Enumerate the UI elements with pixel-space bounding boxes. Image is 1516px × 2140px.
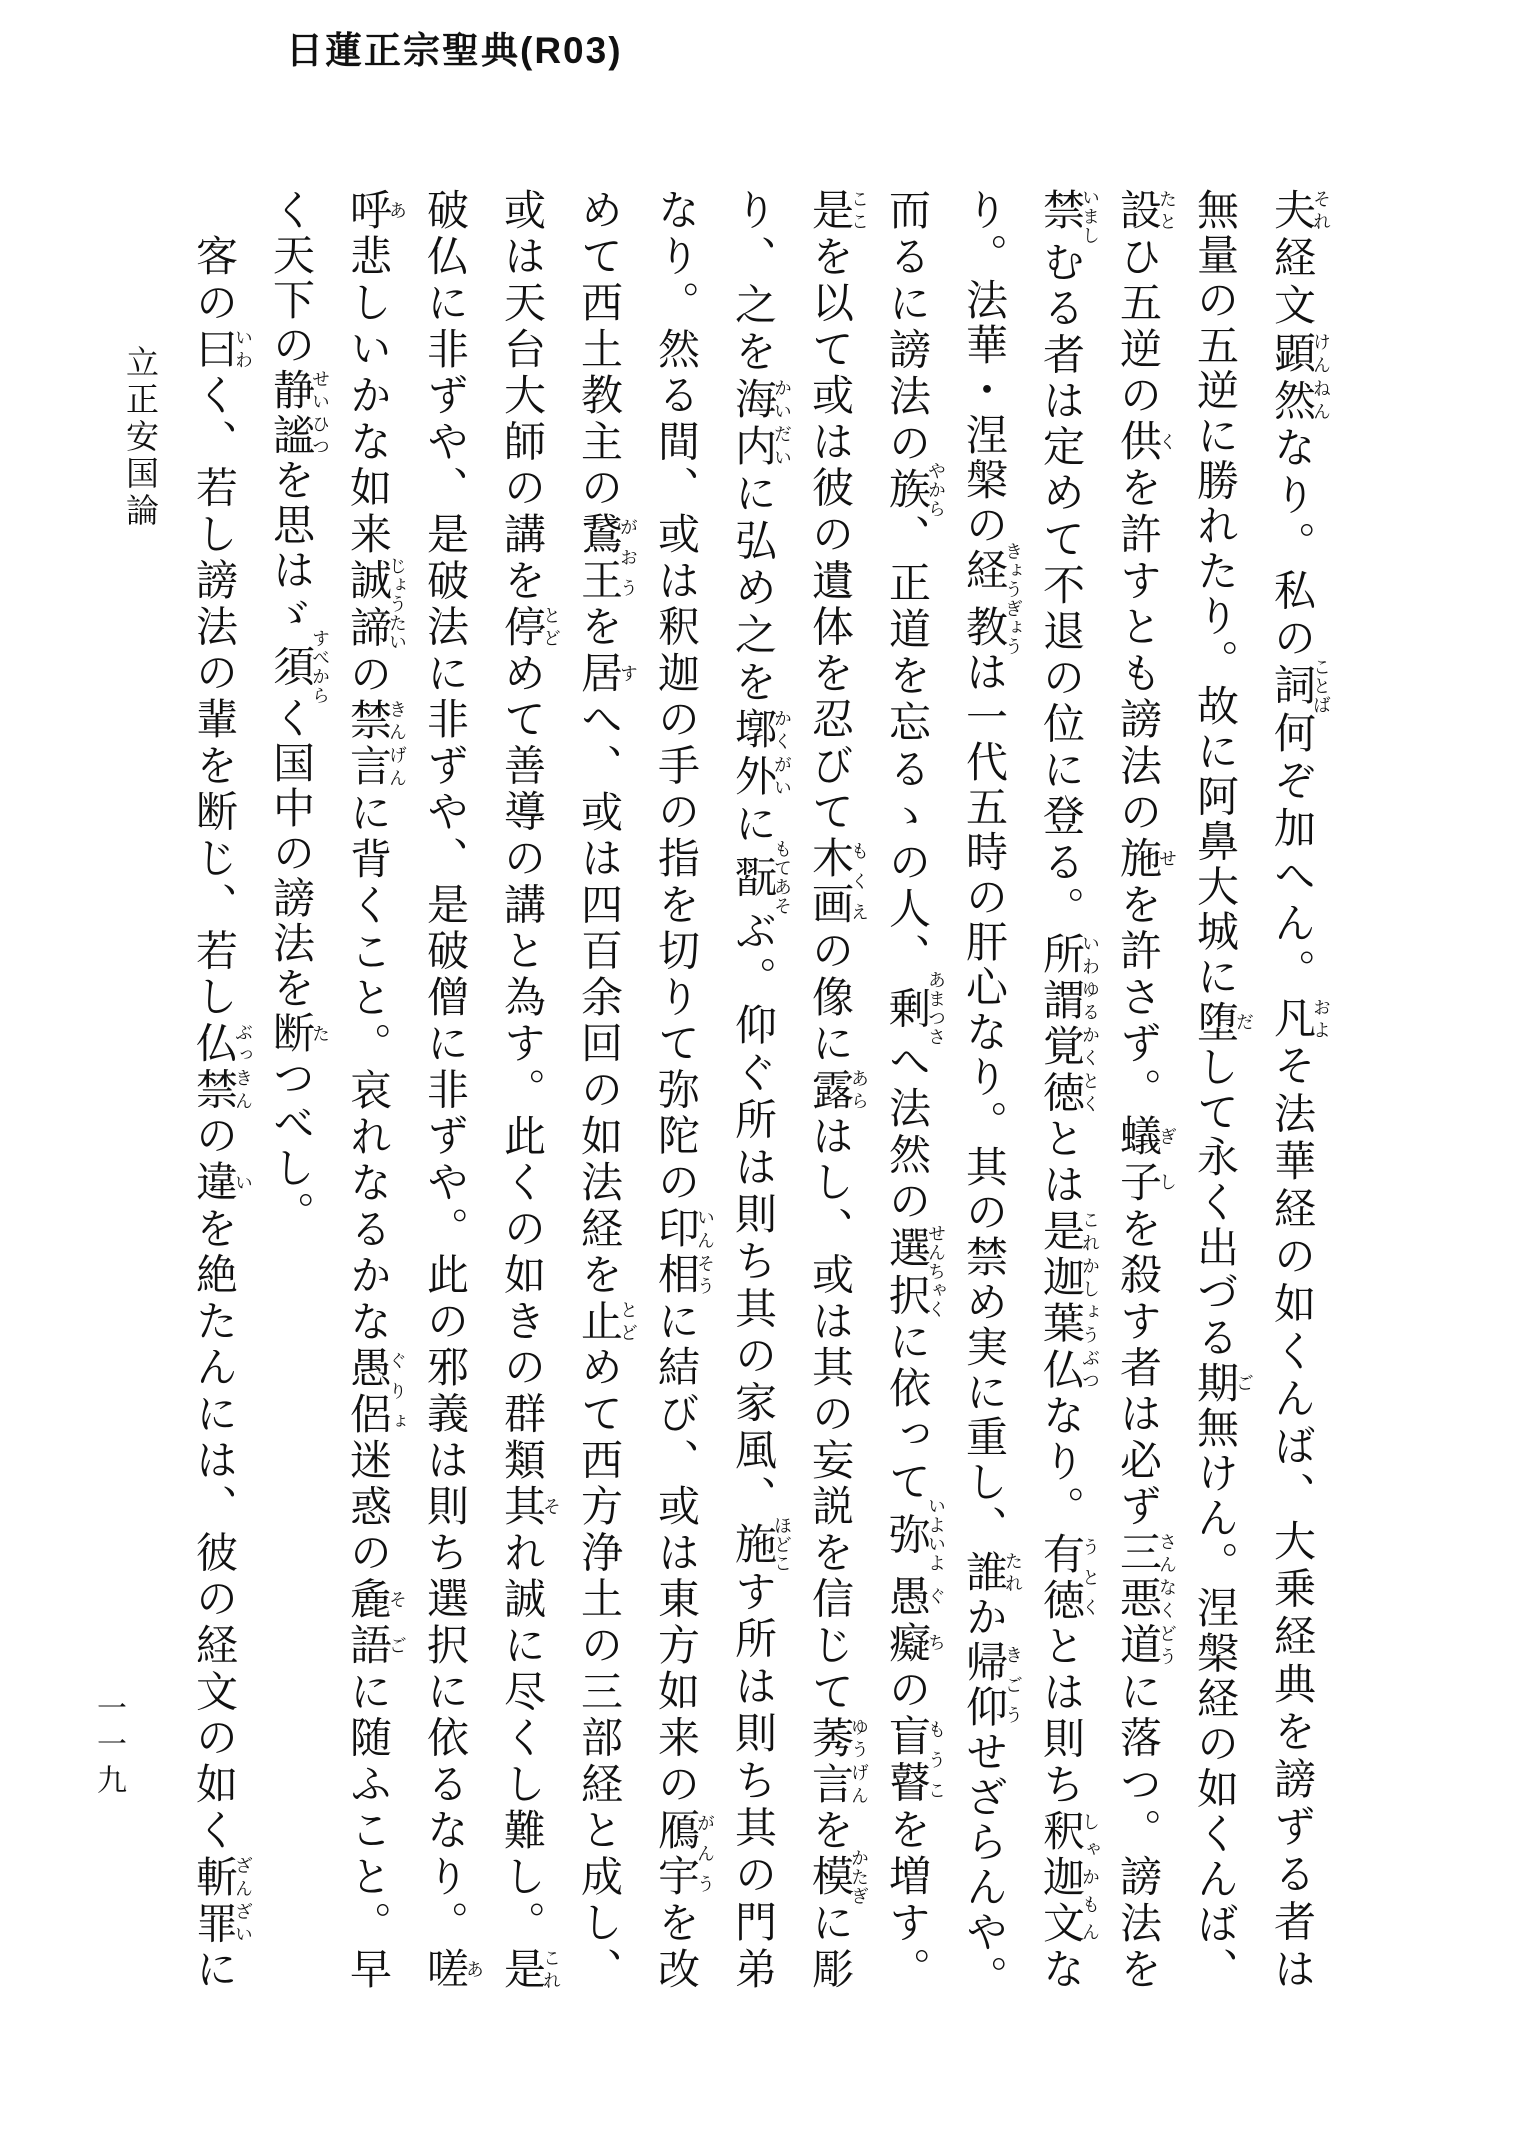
ruby-annotated-text: 止とど bbox=[575, 1298, 638, 1346]
ruby-annotated-text: 須すべから bbox=[267, 629, 330, 705]
ruby-annotated-text: 麁語そご bbox=[344, 1577, 407, 1670]
text-column: 無量の五逆に勝れたり。故に阿鼻大城に堕だして永く出づる期ご無けん。涅槃経の如くんば、 bbox=[1191, 188, 1254, 1993]
ruby-annotated-text: 鵞王がおう bbox=[575, 512, 638, 605]
ruby-annotated-text: 是迦葉仏これかしょうぶつ bbox=[1037, 1208, 1100, 1394]
text-column: 或は天台大師の講を停とどめて善導の講と為す。此くの如きの群類其それ誠に尽くし難し。是これ bbox=[498, 188, 561, 1993]
text-column: く天下の静謐せいひつを思はゞ須すべからく国中の謗法を断たつべし。 bbox=[267, 188, 330, 1236]
ruby-annotated-text: 釈迦文しゃかもん bbox=[1037, 1808, 1100, 1948]
text-column: り。法華・涅槃の経教きょうぎょうは一代五時の肝心なり。其の禁め実に重し、誰たれか帰仰きごうせざらんや。 bbox=[960, 188, 1023, 2000]
ruby-annotated-text: 嗟あ bbox=[421, 1947, 484, 1992]
ruby-annotated-text: 帰仰きごう bbox=[960, 1640, 1023, 1730]
ruby-annotated-text: 墎外かくがい bbox=[729, 707, 792, 802]
ruby-annotated-text: 愚癡ぐち bbox=[883, 1572, 946, 1668]
ruby-annotated-text: 停とど bbox=[498, 604, 561, 651]
ruby-annotated-text: 施ほどこ bbox=[729, 1516, 792, 1574]
ruby-annotated-text: 期ご bbox=[1191, 1360, 1254, 1406]
text-column: 設たとひ五逆の供くを許すとも謗法の施せを許さず。蟻子ぎしを殺す者は必ず三悪道さんなくどうに落つ。謗法を bbox=[1114, 188, 1177, 1993]
ruby-annotated-text: 三悪道さんなくどう bbox=[1114, 1530, 1177, 1670]
ruby-annotated-text: 施せ bbox=[1114, 836, 1177, 883]
ruby-annotated-text: 顕然けんねん bbox=[1268, 330, 1331, 426]
ruby-annotated-text: 斬罪ざんざい bbox=[190, 1854, 253, 1948]
ruby-annotated-text: 蟻子ぎし bbox=[1114, 1113, 1177, 1207]
text-column: 客の曰いわく、若し謗法の輩を断じ、若し仏禁ぶっきんの違いを絶たんには、彼の経文の如く斬罪ざんざいに bbox=[190, 234, 253, 1993]
ruby-annotated-text: 禁いまし bbox=[1037, 188, 1100, 245]
text-column: 而るに謗法の族やから、正道を忘るゝの人、剰あまつさへ法然の選択せんちゃくに依って弥いよいよ愚癡ぐちの盲瞽もうこを増す。 bbox=[883, 188, 946, 1993]
ruby-annotated-text: 族やから bbox=[883, 461, 946, 519]
ruby-annotated-text: 翫もてあそ bbox=[729, 839, 792, 916]
ruby-annotated-text: 断た bbox=[267, 1011, 330, 1056]
page-number: 一一九 bbox=[92, 1692, 125, 1800]
ruby-annotated-text: 是これ bbox=[498, 1947, 561, 1993]
text-column: 禁いましむる者は定めて不退の位に登る。所謂覚徳いわゆるかくとくとは是迦葉仏これかしょうぶつなり。有徳うとくとは則ち釈迦文しゃかもんな bbox=[1037, 188, 1100, 1993]
ruby-annotated-text: 詞ことば bbox=[1268, 657, 1331, 715]
ruby-annotated-text: 設たと bbox=[1114, 188, 1177, 235]
ruby-annotated-text: 海内かいだい bbox=[729, 376, 792, 472]
margin-work-title: 立正安国論 bbox=[121, 345, 157, 530]
ruby-annotated-text: 印相いんそう bbox=[652, 1206, 715, 1299]
text-column: り、之を海内かいだいに弘め之を墎外かくがいに翫もてあそぶ。仰ぐ所は則ち其の家風、施ほどこす所は則ち其の門弟 bbox=[729, 188, 792, 1993]
ruby-annotated-text: 曰いわ bbox=[190, 326, 253, 373]
text-column: 是ここを以て或は彼の遺体を忍びて木画もくえの像に露あらはし、或は其の妄説を信じて莠言ゆうげんを模かたぎに彫 bbox=[806, 188, 869, 1993]
ruby-annotated-text: 供く bbox=[1114, 419, 1177, 466]
ruby-annotated-text: 居す bbox=[575, 650, 638, 698]
document-text-block bbox=[175, 188, 1330, 2003]
text-column: 破仏に非ずや、是破法に非ずや、是破僧に非ずや。此の邪義は則ち選択に依るなり。嗟あ bbox=[421, 188, 484, 1992]
ruby-annotated-text: 所謂覚徳いわゆるかくとく bbox=[1037, 932, 1100, 1117]
ruby-annotated-text: 選択せんちゃく bbox=[883, 1224, 946, 1320]
ruby-annotated-text: 堕だ bbox=[1191, 999, 1254, 1045]
ruby-annotated-text: 静謐せいひつ bbox=[267, 368, 330, 458]
ruby-annotated-text: 莠言ゆうげん bbox=[806, 1715, 869, 1809]
ruby-annotated-text: 呼あ bbox=[344, 188, 407, 235]
ruby-annotated-text: 弥いよいよ bbox=[883, 1496, 946, 1573]
text-column: 呼あ悲しいかな如来誠諦じょうたいの禁言きんげんに背くこと。哀れなるかな愚侶ぐりょ迷惑の麁語そごに随ふこと。早 bbox=[344, 188, 407, 1993]
ruby-annotated-text: 其そ bbox=[498, 1484, 561, 1531]
ruby-annotated-text: 盲瞽もうこ bbox=[883, 1714, 946, 1808]
ruby-annotated-text: 違い bbox=[190, 1160, 253, 1207]
ruby-annotated-text: 夫それ bbox=[1268, 188, 1331, 236]
ruby-annotated-text: 是ここ bbox=[806, 188, 869, 235]
ruby-annotated-text: 誠諦じょうたい bbox=[344, 556, 407, 652]
text-column: 夫それ経文顕然けんねんなり。私の詞ことば何ぞ加へん。凡およそ法華経の如くんば、大乗経典を謗ずる者は bbox=[1268, 188, 1331, 1993]
text-column: めて西土教主の鵞王がおうを居すへ、或は四百余回の如法経を止とどめて西方浄土の三部経と成し、 bbox=[575, 188, 638, 1993]
ruby-annotated-text: 凡およ bbox=[1268, 996, 1331, 1044]
ruby-annotated-text: 仏禁ぶっきん bbox=[190, 1021, 253, 1114]
ruby-annotated-text: 木画もくえ bbox=[806, 836, 869, 929]
ruby-annotated-text: 剰あまつさ bbox=[883, 970, 946, 1047]
text-column: なり。然る間、或は釈迦の手の指を切りて弥陀の印相いんそうに結び、或は東方如来の鴈宇がんうを改 bbox=[652, 188, 715, 1993]
ruby-annotated-text: 露あら bbox=[806, 1067, 869, 1114]
ruby-annotated-text: 禁言きんげん bbox=[344, 698, 407, 791]
ruby-annotated-text: 経教きょうぎょう bbox=[960, 542, 1023, 656]
book-header-title: 日蓮正宗聖典(R03) bbox=[286, 30, 623, 71]
ruby-annotated-text: 誰たれ bbox=[960, 1550, 1023, 1595]
ruby-annotated-text: 愚侶ぐりょ bbox=[344, 1345, 407, 1439]
ruby-annotated-text: 有徳うとく bbox=[1037, 1531, 1100, 1625]
ruby-annotated-text: 模かたぎ bbox=[806, 1848, 869, 1906]
ruby-annotated-text: 鴈宇がんう bbox=[652, 1808, 715, 1901]
